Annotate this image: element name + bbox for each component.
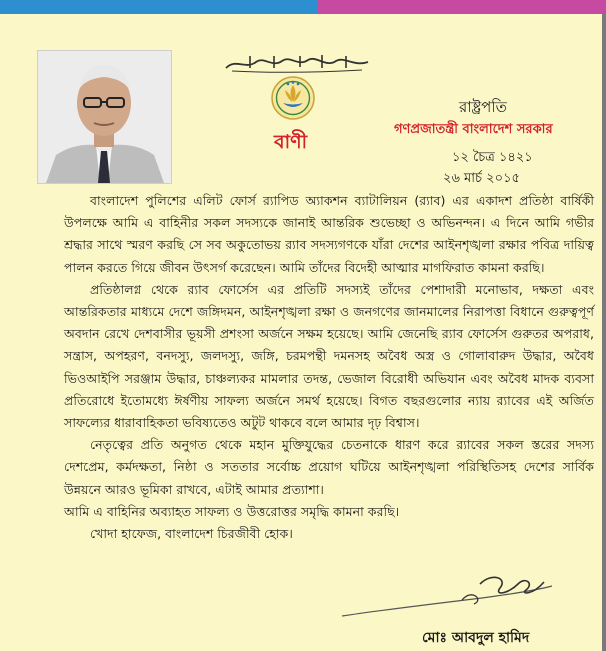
government-name: গণপ্রজাতন্ত্রী বাংলাদেশ সরকার (394, 122, 553, 137)
message-body (64, 190, 594, 545)
top-color-bar (0, 0, 606, 14)
date-bangla: ১২ চৈত্র ১৪২১ (452, 150, 533, 165)
top-bar-magenta (318, 0, 606, 14)
signatory-name: মোঃ আবদুল হামিদ (422, 630, 530, 646)
bangladesh-national-emblem-icon (270, 75, 316, 121)
message-paragraph-3: নেতৃত্বের প্রতি অনুগত থেকে মহান মুক্তিযুদ্ধের চেতনাকে ধারণ করে র‍্যাবের সকল স্তরের সদস্য দেশপ্রেম, কর্মদক্ষতা, নিষ্ঠা ও সততার সর্বোচ্চ প্রয়োগ ঘটিয়ে আইনশৃঙ্খলা পরিস্থিতিসহ দেশের সার্বিক উন্নয়নে আরও ভূমিকা রাখবে, এটাই আমার প্রত্যাশা। (64, 437, 594, 497)
top-bar-blue (0, 0, 318, 14)
message-paragraph-5: খোদা হাফেজ, বাংলাদেশ চিরজীবী হোক। (90, 526, 293, 542)
right-edge-border (602, 14, 606, 651)
president-signature-icon (312, 570, 562, 628)
message-paragraph-4: আমি এ বাহিনির অব্যাহত সাফল্য ও উত্তরোত্তর সমৃদ্ধি কামনা করছি। (64, 503, 400, 519)
message-title: বাণী (274, 131, 308, 153)
president-photo (37, 50, 172, 184)
message-paragraph-1: বাংলাদেশ পুলিশের এলিট ফোর্স র‍্যাপিড অ্যাকশন ব্যাটালিয়ন (র‍্যাব) এর একাদশ প্রতিষ্ঠা বার্ষিকী উপলক্ষে আমি এ বাহিনীর সকল সদস্যকে জানাই আন্তরিক শুভেচ্ছা ও অভিনন্দন। এ দিনে আমি গভীর শ্রদ্ধার সাথে স্মরণ করছি সে সব অকুতোভয় র‍্যাব সদস্যগণকে যাঁরা দেশের আইনশৃঙ্খলা রক্ষার পবিত্র দায়িত্ব পালন করতে গিয়ে জীবন উৎসর্গ করেছেন। আমি তাঁদের বিদেহী আত্মার মাগফিরাত কামনা করছি। (64, 193, 594, 275)
designation-text: রাষ্ট্রপতি (459, 98, 507, 116)
bismillah-calligraphy-icon (222, 52, 372, 74)
message-paragraph-2: প্রতিষ্ঠালগ্ন থেকে র‍্যাব ফোর্সেস এর প্রতিটি সদস্যই তাঁদের পেশাদারী মনোভাব, দক্ষতা এবং আন্তরিকতার মাধ্যমে দেশে জঙ্গিদমন, আইনশৃঙ্খলা রক্ষা ও জনগণের জানমালের নিরাপত্তা বিধানে গুরুত্বপূর্ণ অবদান রেখে দেশবাসীর ভূয়সী প্রশংসা অর্জনে সক্ষম হয়েছে। আমি জেনেছি র‍্যাব ফোর্সেস গুরুতর অপরাধ, সন্ত্রাস, অপহরণ, বনদস্যু, জলদস্যু, জঙ্গি, চরমপন্থী দমনসহ অবৈধ অস্ত্র ও গোলাবারুদ উদ্ধার, অবৈধ ভিওআইপি সরঞ্জাম উদ্ধার, চাঞ্চল্যকর মামলার তদন্ত, ভেজাল বিরোধী অভিযান এবং অবৈধ মাদক ব্যবসা প্রতিরোধে ইতোমধ্যে ঈর্ষণীয় সাফল্য অর্জনে সমর্থ হয়েছে। বিগত বছরগুলোর ন্যায় র‍্যাবের এই অর্জিত সাফল্যের ধারাবাহিকতা ভবিষ্যতেও অটুট থাকবে বলে আমার দৃঢ় বিশ্বাস। (64, 281, 594, 431)
date-gregorian: ২৬ মার্চ ২০১৫ (443, 171, 520, 186)
